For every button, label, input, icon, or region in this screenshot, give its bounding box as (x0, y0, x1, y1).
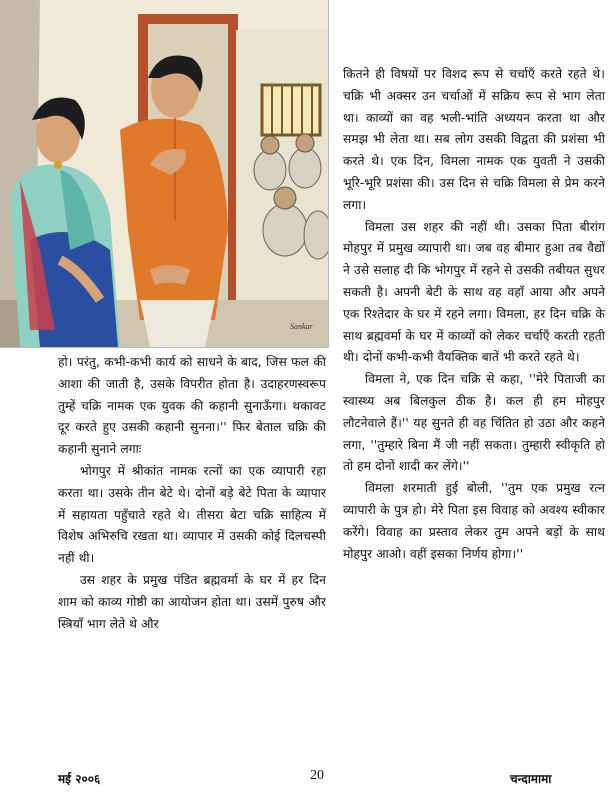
magazine-name: चन्दामामा (510, 772, 552, 786)
illustration-art (0, 0, 328, 347)
paragraph: विमला ने, एक दिन चक्रि से कहा, ''मेरे पिताजी का स्वास्थ्य अब बिलकुल ठीक है। कल ही हम मोहपुर लौटनेवाले हैं।'' यह सुनते ही वह चिंतित हो उठा और कहने लगा, ''तुम्हारे बिना मैं जी नहीं सकता। तुम्हारी स्वीकृति हो तो हम दोनों शादी कर लेंगे।'' (343, 372, 605, 474)
paragraph: भोगपुर में श्रीकांत नामक रत्नों का एक व्यापारी रहा करता था। उसके तीन बेटे थे। दोनों बड़े बेटे पिता के व्यापार में सहायता पहुँचाते रहते थे। तीसरा बेटा चक्रि साहित्य में विशेष अभिरुचि रखता था। व्यापार में उसकी कोई दिलचस्पी नहीं थी। (58, 463, 326, 566)
left-text-column (58, 352, 326, 635)
issue-date: मई २००६ (58, 772, 101, 786)
paragraph: विमला शरमाती हुई बोली, ''तुम एक प्रमुख रत्न व्यापारी के पुत्र हो। मेरे पिता इस विवाह को अवश्य स्वीकार करेंगे। विवाह का प्रस्ताव लेकर तुम अपने बड़ों के साथ मोहपुर आओ। वहीं इसका निर्णय होगा।'' (343, 481, 605, 561)
right-text-column (343, 64, 605, 565)
paragraph: विमला उस शहर की नहीं थी। उसका पिता बीरांग मोहपुर में प्रमुख व्यापारी था। जब वह बीमार हुआ तब वैद्यों ने उसे सलाह दी कि भोगपुर में रहने से उसकी तबीयत सुधर सकती है। अपनी बेटी के साथ वह वहाँ आया और अपने एक रिश्तेदार के घर में रहने लगा। विमला, हर दिन चक्रि के साथ ब्रह्मवर्मा के घर में काव्यों को लेकर चर्चाएँ करती रहती थी। दोनों कभी-कभी वैयक्तिक बातें भी करते रहते थे। (343, 219, 605, 365)
paragraph: हो। परंतु, कभी-कभी कार्य को साधने के बाद, जिस फल की आशा की जाती है, उसके विपरीत होता है। उदाहरणस्वरूप तुम्हें चक्रि नामक एक युवक की कहानी सुनाऊँगा। थकावट दूर करते हुए उसकी कहानी सुनना।'' फिर बेताल चक्रि की कहानी सुनाने लगाः (58, 355, 326, 457)
artist-signature: Sankar (290, 322, 313, 331)
paragraph: उस शहर के प्रमुख पंडित ब्रह्मवर्मा के घर में हर दिन शाम को काव्य गोष्ठी का आयोजन होता था। उसमें पुरुष और स्त्रियाँ भाग लेते थे और (58, 572, 326, 631)
page-footer (0, 768, 612, 792)
story-illustration (0, 0, 329, 348)
paragraph: कितने ही विषयों पर विशद रूप से चर्चाएँ करते रहते थे। चक्रि भी अक्सर उन चर्चाओं में सक्रिय रूप से भाग लेता था। काव्यों का वह भली-भांति अध्ययन करता था और समझ भी लेता था। सब लोग उसकी विद्वता की प्रशंसा भी करते थे। एक दिन, विमला नामक एक युवती ने उसकी भूरि-भूरि प्रशंसा की। उस दिन से चक्रि विमला से प्रेम करने लगा। (343, 67, 605, 212)
page-number: 20 (310, 768, 324, 783)
